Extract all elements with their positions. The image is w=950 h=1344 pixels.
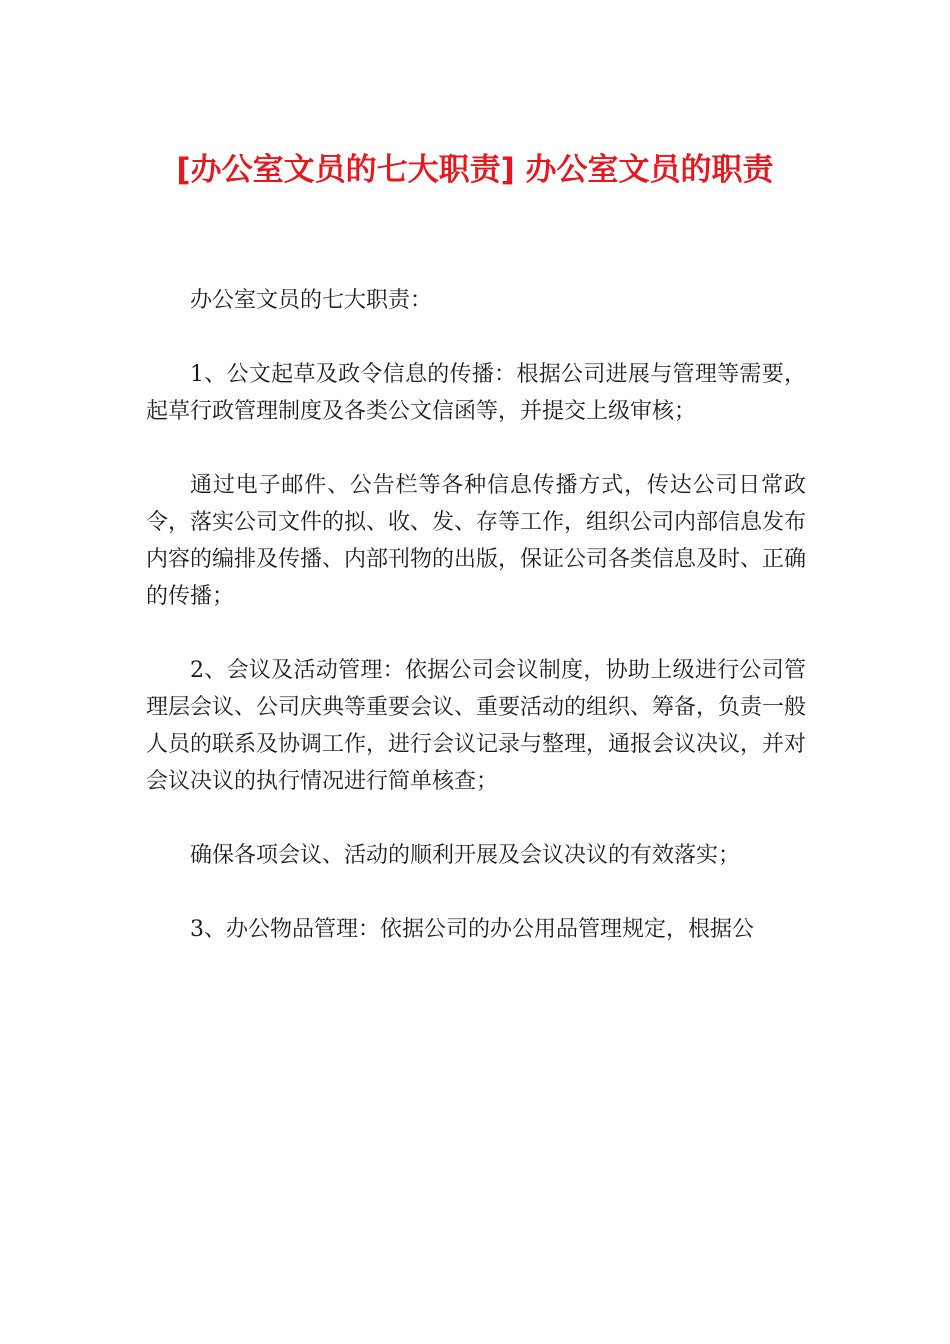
document-body [146,282,806,948]
paragraph-3: 2、会议及活动管理：依据公司会议制度，协助上级进行公司管理层会议、公司庆典等重要会议、重要活动的组织、筹备，负责一般人员的联系及协调工作，进行会议记录与整理，通报会议决议，并对会议决议的执行情况进行简单核查； [146,658,807,794]
paragraph-5: 3、办公物品管理：依据公司的办公用品管理规定，根据公 [190,917,754,942]
paragraph-intro: 办公室文员的七大职责： [190,288,433,313]
paragraph-4: 确保各项会议、活动的顺利开展及会议决议的有效落实； [190,843,741,868]
paragraph-2: 通过电子邮件、公告栏等各种信息传播方式，传达公司日常政令，落实公司文件的拟、收、发、存等工作，组织公司内部信息发布内容的编排及传播、内部刊物的出版，保证公司各类信息及时、正确的传播； [146,473,807,609]
document-title: [办公室文员的七大职责] 办公室文员的职责 [176,152,774,188]
paragraph-1: 1、公文起草及政令信息的传播：根据公司进展与管理等需要，起草行政管理制度及各类公文信函等，并提交上级审核； [146,362,806,424]
